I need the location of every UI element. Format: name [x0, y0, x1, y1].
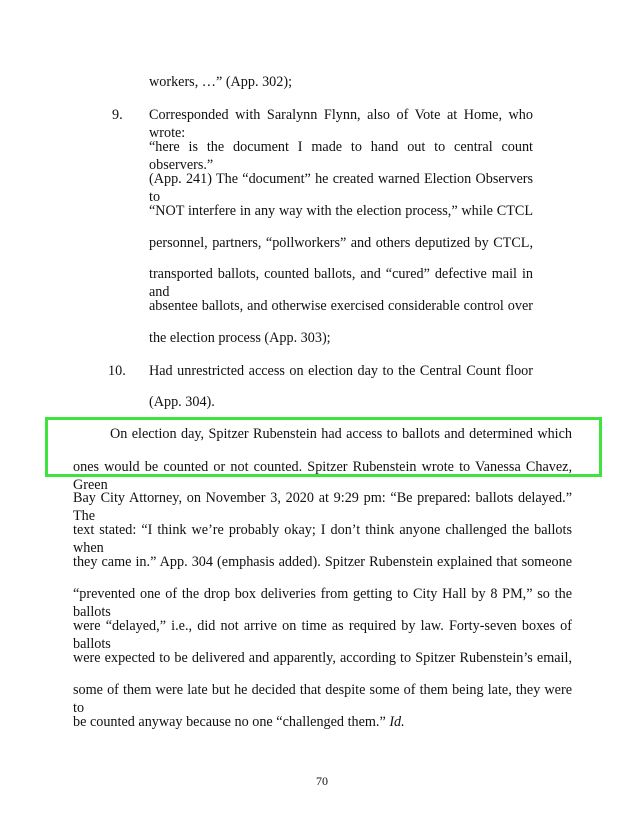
text-line: On election day, Spitzer Rubenstein had access to ballots and determined which	[110, 426, 572, 442]
text-line: Corresponded with Saralynn Flynn, also of Vote at Home, who wrote:	[149, 107, 533, 141]
item-number: 10.	[108, 363, 126, 379]
text-line: some of them were late but he decided that despite some of them being late, they were to	[73, 682, 572, 716]
text-line: ones would be counted or not counted. Spitzer Rubenstein wrote to Vanessa Chavez, Green	[73, 459, 572, 493]
text-line: workers, …” (App. 302);	[149, 74, 293, 90]
text-line: absentee ballots, and otherwise exercised considerable control over	[149, 298, 533, 314]
text-line: “NOT interfere in any way with the election process,” while CTCL	[149, 203, 533, 219]
text-line: they came in.” App. 304 (emphasis added). Spitzer Rubenstein explained that someone	[73, 554, 572, 570]
item-number: 9.	[112, 107, 123, 123]
text-line: personnel, partners, “pollworkers” and others deputized by CTCL,	[149, 235, 533, 251]
page-number: 70	[316, 774, 328, 788]
text-line-body: be counted anyway because no one “challenged them.”	[73, 714, 386, 730]
text-line: “prevented one of the drop box deliveries from getting to City Hall by 8 PM,” so the ballots	[73, 586, 572, 620]
text-line: transported ballots, counted ballots, and “cured” defective mail in and	[149, 266, 533, 300]
text-line: “here is the document I made to hand out to central count observers.”	[149, 139, 533, 173]
text-line: (App. 304).	[149, 394, 215, 410]
text-line	[73, 713, 405, 731]
text-line: were “delayed,” i.e., did not arrive on time as required by law. Forty-seven boxes of ballots	[73, 618, 572, 652]
text-line: Had unrestricted access on election day to the Central Count floor	[149, 363, 533, 379]
highlight-box	[45, 417, 602, 477]
text-line: text stated: “I think we’re probably okay; I don’t think anyone challenged the ballots when	[73, 522, 572, 556]
text-line: the election process (App. 303);	[149, 330, 331, 346]
text-line: were expected to be delivered and apparently, according to Spitzer Rubenstein’s email,	[73, 650, 572, 666]
text-line: (App. 241) The “document” he created warned Election Observers to	[149, 171, 533, 205]
text-line: Bay City Attorney, on November 3, 2020 at 9:29 pm: “Be prepared: ballots delayed.” The	[73, 490, 572, 524]
citation-id: Id.	[389, 714, 405, 730]
